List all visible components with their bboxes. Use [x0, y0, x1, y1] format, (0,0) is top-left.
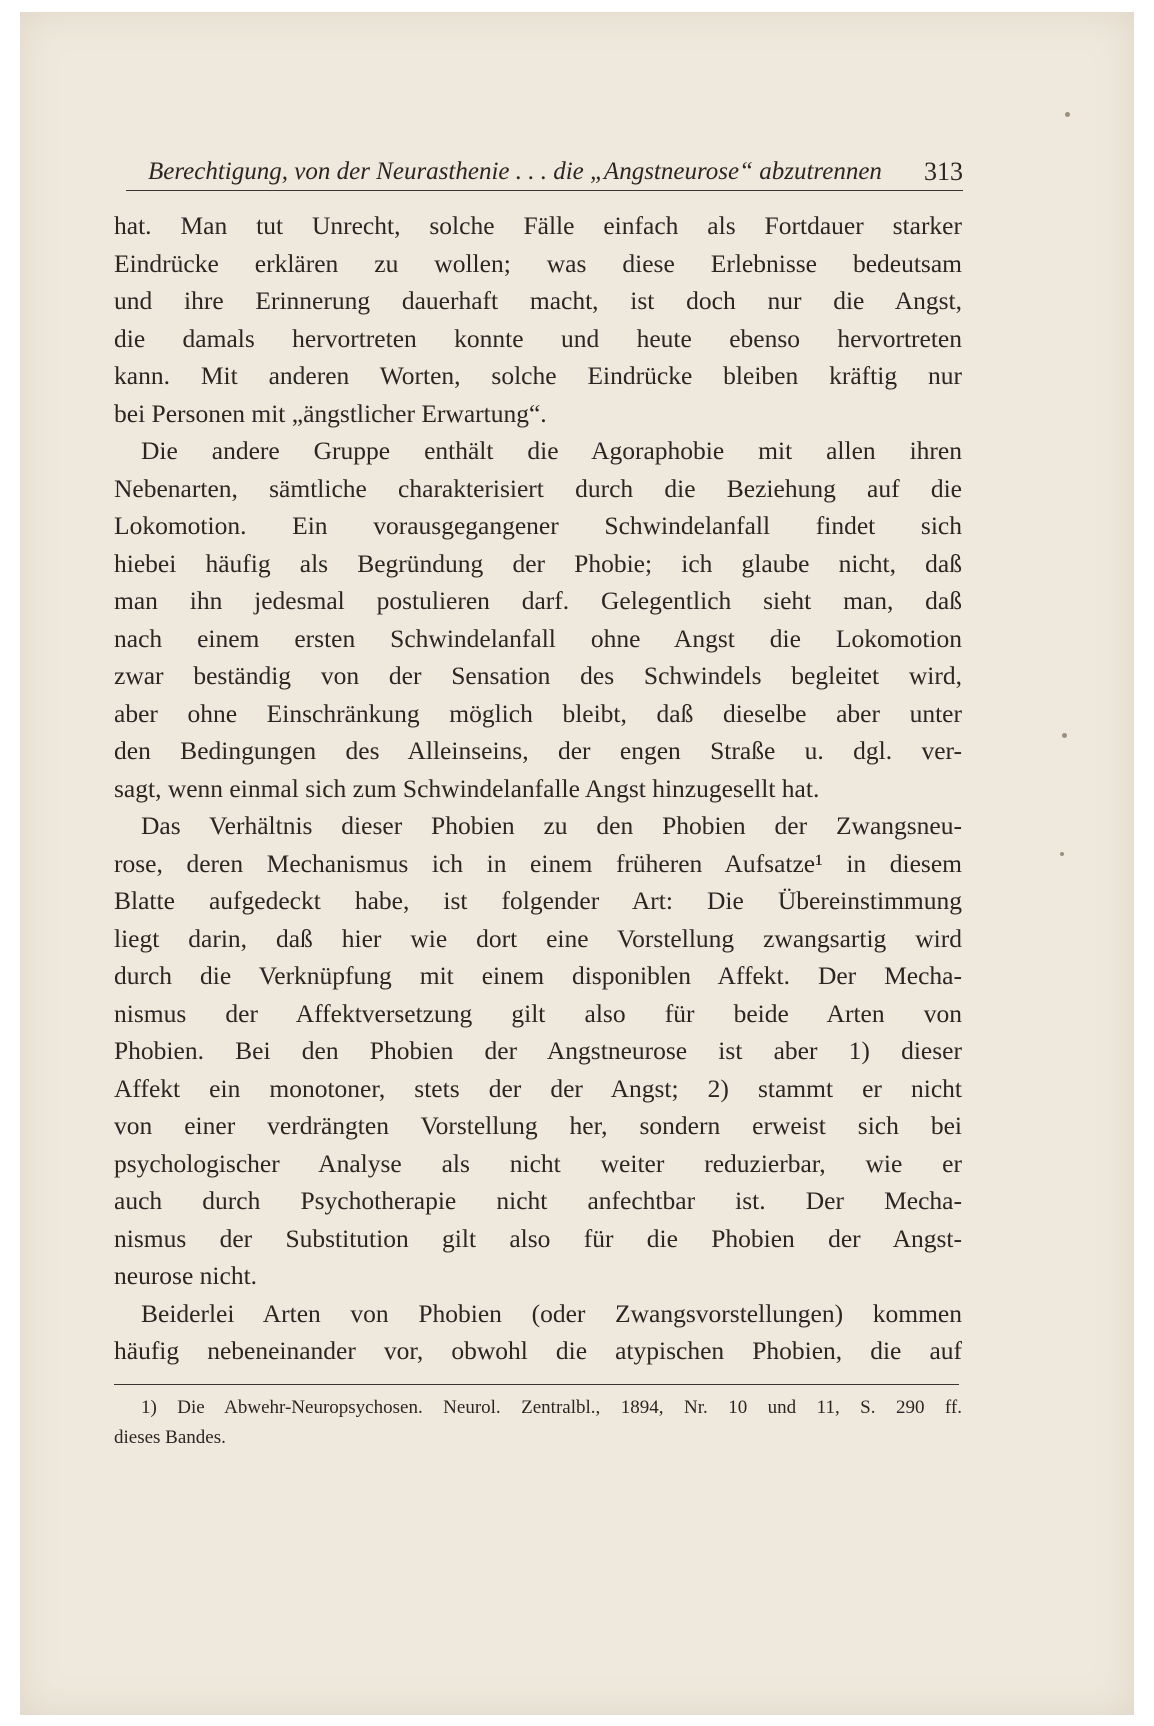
- footnote-line: 1) Die Abwehr-Neuropsychosen. Neurol. Zentralbl., 1894, Nr. 10 und 11, S. 290 ff.: [141, 1397, 962, 1418]
- text-line: Die andere Gruppe enthält die Agoraphobie mit allen ihren: [141, 436, 962, 465]
- text-line: liegt darin, daß hier wie dort eine Vorstellung zwangsartig wird: [114, 923, 962, 953]
- text-line: bei Personen mit „ängstlicher Erwartung“.: [114, 398, 547, 428]
- text-line: nismus der Affektversetzung gilt also für beide Arten von: [114, 998, 962, 1028]
- text-line: häufig nebeneinander vor, obwohl die atypischen Phobien, die auf: [114, 1336, 962, 1365]
- text-line: hiebei häufig als Begründung der Phobie; ich glaube nicht, daß: [114, 548, 962, 578]
- text-line: Das Verhältnis dieser Phobien zu den Phobien der Zwangsneu-: [141, 811, 962, 840]
- text-line: nismus der Substitution gilt also für die Phobien der Angst-: [114, 1223, 962, 1253]
- text-line: nach einem ersten Schwindelanfall ohne Angst die Lokomotion: [114, 623, 962, 653]
- text-line: psychologischer Analyse als nicht weiter reduzierbar, wie er: [114, 1148, 962, 1178]
- text-line: durch die Verknüpfung mit einem disponiblen Affekt. Der Mecha-: [114, 961, 962, 990]
- footnote: [114, 1393, 962, 1453]
- text-line: rose, deren Mechanismus ich in einem früheren Aufsatze¹ in diesem: [114, 848, 962, 878]
- footnote-divider: [114, 1384, 959, 1385]
- text-line: aber ohne Einschränkung möglich bleibt, daß dieselbe aber unter: [114, 698, 962, 728]
- running-header-title: Berechtigung, von der Neurasthenie . . . die „Angstneurose“ abzutrennen: [148, 158, 882, 185]
- text-line: neurose nicht.: [114, 1261, 258, 1290]
- text-line: sagt, wenn einmal sich zum Schwindelanfalle Angst hinzugesellt hat.: [114, 773, 820, 803]
- text-line: Lokomotion. Ein vorausgegangener Schwindelanfall findet sich: [114, 511, 962, 540]
- text-line: von einer verdrängten Vorstellung her, sondern erweist sich bei: [114, 1111, 962, 1140]
- text-line: Eindrücke erklären zu wollen; was diese Erlebnisse bedeutsam: [114, 248, 962, 278]
- body-text: [114, 207, 962, 1370]
- text-line: Phobien. Bei den Phobien der Angstneurose ist aber 1) dieser: [114, 1036, 962, 1065]
- paper-speck: [1060, 852, 1064, 856]
- text-line: Nebenarten, sämtliche charakterisiert durch die Beziehung auf die: [114, 473, 962, 503]
- text-line: man ihn jedesmal postulieren darf. Gelegentlich sieht man, daß: [114, 586, 962, 615]
- footnote-line: dieses Bandes.: [114, 1427, 226, 1448]
- text-line: hat. Man tut Unrecht, solche Fälle einfach als Fortdauer starker: [114, 211, 962, 240]
- paper-speck: [1065, 112, 1070, 117]
- text-line: zwar beständig von der Sensation des Schwindels begleitet wird,: [114, 661, 962, 690]
- text-line: Blatte aufgedeckt habe, ist folgender Art: Die Übereinstimmung: [114, 886, 962, 915]
- running-header: [126, 152, 963, 191]
- text-line: auch durch Psychotherapie nicht anfechtbar ist. Der Mecha-: [114, 1186, 962, 1215]
- paper-speck: [1062, 733, 1067, 738]
- text-line: Beiderlei Arten von Phobien (oder Zwangsvorstellungen) kommen: [141, 1298, 962, 1328]
- text-line: kann. Mit anderen Worten, solche Eindrücke bleiben kräftig nur: [114, 361, 962, 390]
- text-line: und ihre Erinnerung dauerhaft macht, ist doch nur die Angst,: [114, 286, 962, 315]
- text-line: die damals hervortreten konnte und heute ebenso hervortreten: [114, 323, 962, 353]
- text-line: Affekt ein monotoner, stets der der Angst; 2) stammt er nicht: [114, 1073, 962, 1103]
- page-number: 313: [924, 157, 963, 186]
- text-line: den Bedingungen des Alleinseins, der engen Straße u. dgl. ver-: [114, 736, 962, 765]
